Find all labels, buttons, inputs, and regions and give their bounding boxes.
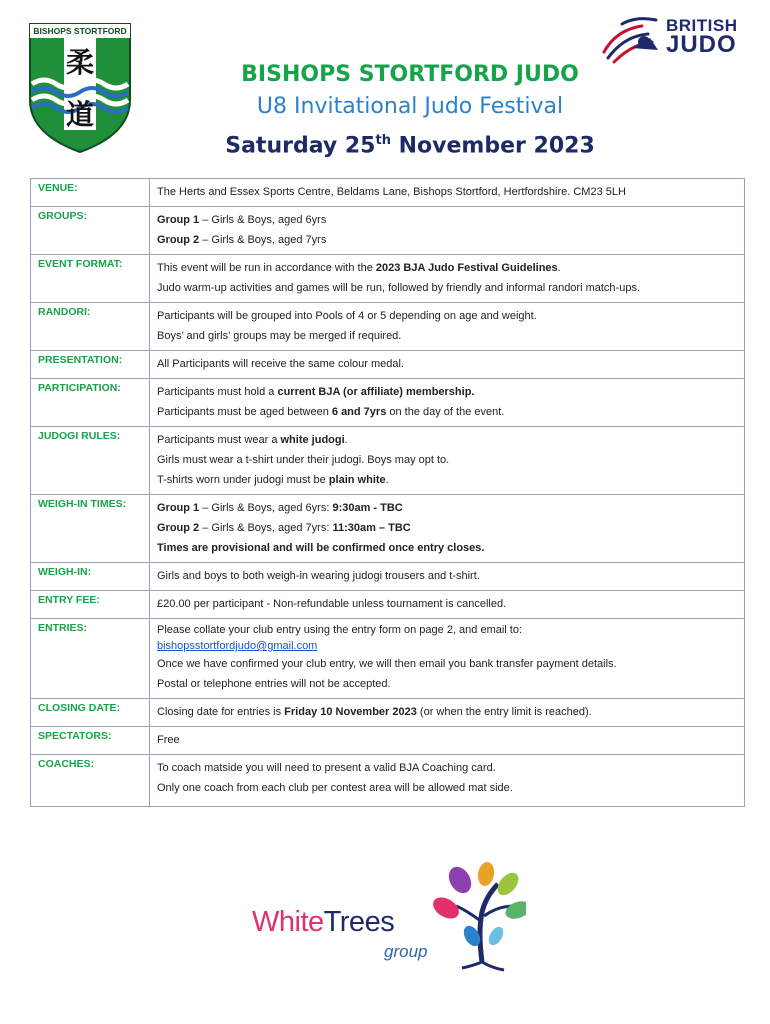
randori-line2: Boys’ and girls’ groups may be merged if required. [157, 330, 402, 342]
wt-l2c: 11:30am – TBC [332, 522, 411, 534]
participation-line1 [157, 382, 737, 402]
wt-l1a: Group 1 [157, 502, 200, 514]
entries-line3: Once we have confirmed your club entry, we will then email you bank transfer payment details. [157, 658, 617, 670]
wt-l1c: 9:30am - TBC [332, 502, 403, 514]
participation-label: PARTICIPATION: [31, 379, 150, 427]
row-groups [31, 207, 745, 255]
judogi-l3b: plain white [328, 474, 386, 486]
entries-label: ENTRIES: [31, 619, 150, 699]
row-spectators [31, 727, 745, 755]
closing-value [150, 699, 745, 727]
weighin-times-line3: Times are provisional and will be confirmed once entry closes. [157, 542, 485, 554]
event-info-table [30, 178, 745, 807]
group2-desc: – Girls & Boys, aged 7yrs [199, 234, 327, 246]
weighin-value [150, 563, 745, 591]
judogi-l3c: . [385, 474, 389, 486]
closing-label: CLOSING DATE: [31, 699, 150, 727]
row-coaches [31, 755, 745, 807]
entries-email-link[interactable]: bishopsstortfordjudo@gmail.com [157, 640, 318, 652]
british-judo-wordmark [666, 16, 738, 58]
brand-line1: BRITISH [666, 16, 738, 35]
participation-l1b: current BJA (or affiliate) membership. [277, 386, 475, 398]
brand-line2: JUDO [666, 31, 737, 58]
judogi-label: JUDOGI RULES: [31, 427, 150, 495]
group2-name: Group 2 [157, 234, 200, 246]
date-sup: th [375, 133, 391, 148]
participation-line2 [157, 402, 737, 422]
participation-l1a: Participants must hold a [157, 386, 278, 398]
groups-value [150, 207, 745, 255]
participation-l2c: on the day of the event. [386, 406, 505, 418]
coaches-line1: To coach matside you will need to present a valid BJA Coaching card. [157, 762, 496, 774]
crest-kanji-bottom: 道 [65, 98, 95, 131]
participation-value [150, 379, 745, 427]
presentation-value [150, 351, 745, 379]
white-trees-wordmark [252, 906, 394, 939]
wt-l1b: – Girls & Boys, aged 6yrs: [199, 502, 333, 514]
fee-label: ENTRY FEE: [31, 591, 150, 619]
wt-white: White [252, 906, 324, 938]
row-closing-date [31, 699, 745, 727]
page-subtitle: U8 Invitational Judo Festival [256, 94, 564, 119]
row-participation [31, 379, 745, 427]
crest-club-text: BISHOPS STORTFORD [33, 26, 127, 36]
crest-kanji-top: 柔 [65, 46, 95, 79]
weighin-times-line1 [157, 498, 737, 518]
row-judogi-rules [31, 427, 745, 495]
wt-trees: Trees [323, 906, 395, 938]
weighin-label: WEIGH-IN: [31, 563, 150, 591]
weighin-text: Girls and boys to both weigh-in wearing judogi trousers and t-shirt. [157, 570, 480, 582]
spectators-value [150, 727, 745, 755]
closing-l1b: Friday 10 November 2023 [284, 706, 417, 718]
row-entry-fee [31, 591, 745, 619]
format-label: EVENT FORMAT: [31, 255, 150, 303]
event-date [140, 124, 680, 163]
format-l1c: . [557, 262, 561, 274]
fee-value [150, 591, 745, 619]
group1-line [157, 210, 737, 230]
format-line1 [157, 258, 737, 278]
coaches-line2: Only one coach from each club per contest area will be allowed mat side. [157, 782, 513, 794]
randori-line1: Participants will be grouped into Pools of 4 or 5 depending on age and weight. [157, 310, 537, 322]
coaches-value [150, 755, 745, 807]
judogi-line1 [157, 430, 737, 450]
group2-line [157, 230, 737, 250]
weighin-times-label: WEIGH-IN TIMES: [31, 495, 150, 563]
spectators-label: SPECTATORS: [31, 727, 150, 755]
row-weighin [31, 563, 745, 591]
entries-value [150, 619, 745, 699]
judogi-l1a: Participants must wear a [157, 434, 281, 446]
page-title: BISHOPS STORTFORD JUDO [241, 62, 579, 87]
spectators-text: Free [157, 734, 180, 746]
judogi-line2: Girls must wear a t-shirt under their judogi. Boys may opt to. [157, 454, 450, 466]
row-venue [31, 179, 745, 207]
groups-label: GROUPS: [31, 207, 150, 255]
venue-label: VENUE: [31, 179, 150, 207]
judogi-l3a: T-shirts worn under judogi must be [157, 474, 329, 486]
wt-l2a: Group 2 [157, 522, 200, 534]
judogi-l1b: white judogi [280, 434, 345, 446]
wt-l2b: – Girls & Boys, aged 7yrs: [199, 522, 333, 534]
weighin-times-line2 [157, 518, 737, 538]
closing-l1a: Closing date for entries is [157, 706, 285, 718]
group1-desc: – Girls & Boys, aged 6yrs [199, 214, 327, 226]
row-event-format [31, 255, 745, 303]
presentation-text: All Participants will receive the same colour medal. [157, 358, 404, 370]
title-block [140, 60, 680, 163]
judogi-l1c: . [344, 434, 348, 446]
format-value [150, 255, 745, 303]
weighin-times-value [150, 495, 745, 563]
date-prefix: Saturday 25 [225, 133, 376, 159]
judogi-value [150, 427, 745, 495]
fee-text: £20.00 per participant - Non-refundable unless tournament is cancelled. [157, 598, 507, 610]
date-suffix: November 2023 [390, 133, 595, 159]
format-l1a: This event will be run in accordance with the [157, 262, 376, 274]
venue-text: The Herts and Essex Sports Centre, Beldams Lane, Bishops Stortford, Hertfordshire. CM23 5LH [157, 186, 626, 198]
participation-l2b: 6 and 7yrs [331, 406, 387, 418]
row-randori [31, 303, 745, 351]
entries-email-line [157, 638, 737, 654]
participation-l2a: Participants must be aged between [157, 406, 332, 418]
judogi-line3 [157, 470, 737, 490]
wt-group: group [384, 942, 428, 961]
randori-label: RANDORI: [31, 303, 150, 351]
club-crest-icon [28, 22, 132, 154]
row-weighin-times [31, 495, 745, 563]
coaches-label: COACHES: [31, 755, 150, 807]
closing-line [157, 702, 737, 722]
group1-name: Group 1 [157, 214, 200, 226]
format-l1b: 2023 BJA Judo Festival Guidelines [375, 262, 558, 274]
presentation-label: PRESENTATION: [31, 351, 150, 379]
row-entries [31, 619, 745, 699]
entries-line1: Please collate your club entry using the entry form on page 2, and email to: [157, 624, 523, 636]
entries-line4: Postal or telephone entries will not be accepted. [157, 678, 391, 690]
randori-value [150, 303, 745, 351]
closing-l1c: (or when the entry limit is reached). [416, 706, 592, 718]
format-line2: Judo warm-up activities and games will be run, followed by friendly and informal randori match-ups. [157, 282, 641, 294]
row-presentation [31, 351, 745, 379]
venue-value [150, 179, 745, 207]
